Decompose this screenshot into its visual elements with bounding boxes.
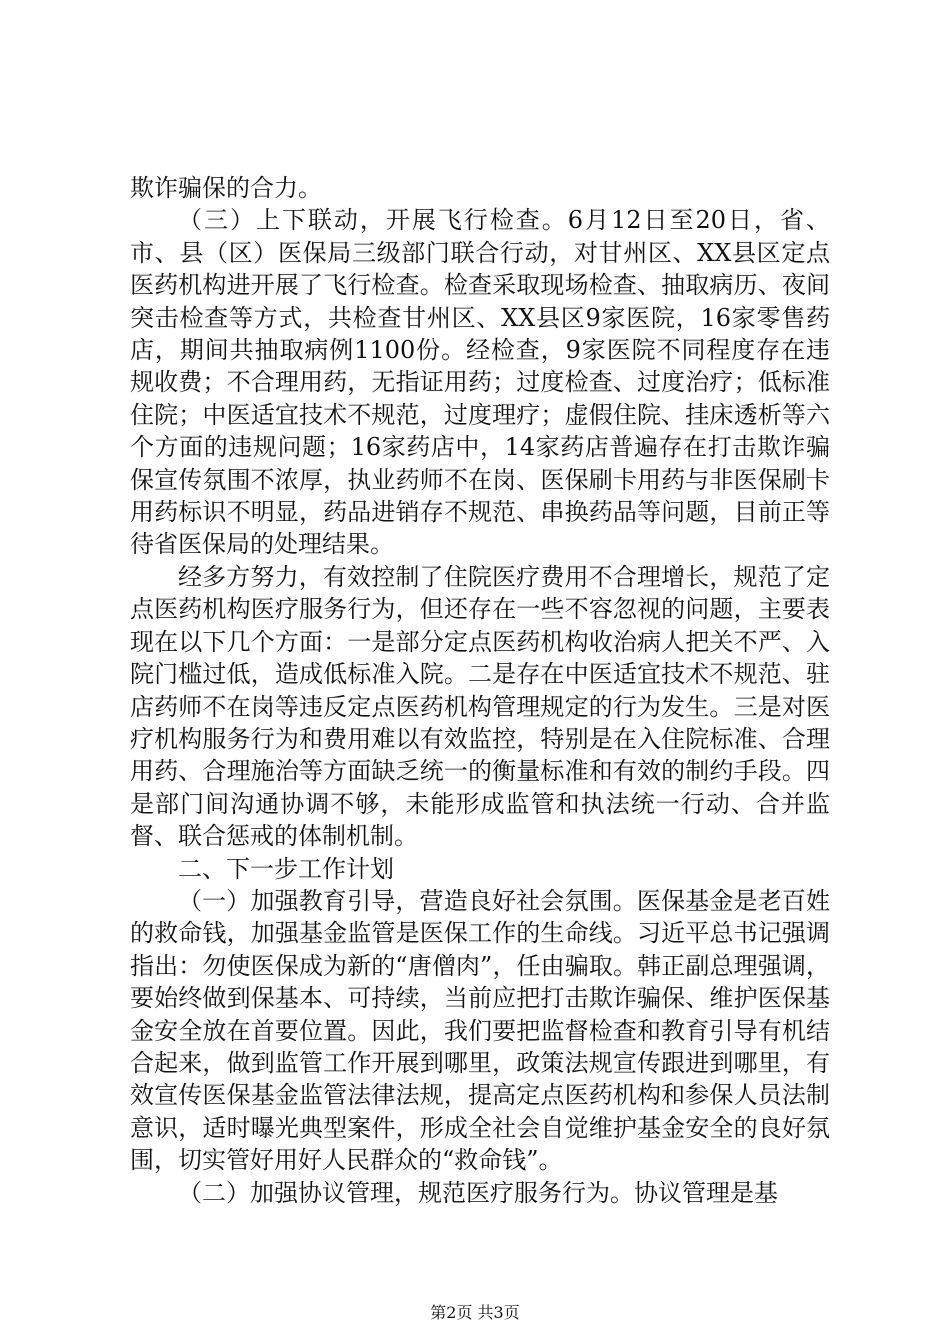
page-number: 第2页 共3页 [430,1303,520,1322]
section-heading-next-plan: 二、下一步工作计划 [178,854,394,883]
paragraph-problems: 经多方努力，有效控制了住院医疗费用不合理增长，规范了定点医药机构医疗服务行为，但还存在一些不容忽视的问题，主要表现在以下几个方面：一是部分定点医药机构收治病人把关不严、入院门槛过低，造成低标准入院。二是存在中医适宜技术不规范、驻店药师不在岗等违反定点医药机构管理规定的行为发生。三是对医疗机构服务行为和费用难以有效监控，特别是在入住院标准、合理用药、合理施治等方面缺乏统一的衡量标准和有效的制约手段。四是部门间沟通协调不够，未能形成监管和执法统一行动、合并监督、联合惩戒的体制机制。 [130,562,830,851]
paragraph-continuation: 欺诈骗保的合力。 [130,174,322,202]
paragraph-education: （一）加强教育引导，营造良好社会氛围。医保基金是老百姓的救命钱，加强基金监管是医保工作的生命线。习近平总书记强调指出：勿使医保成为新的“唐僧肉”，任由骗取。韩正副总理强调，要始终做到保基本、可持续，当前应把打击欺诈骗保、维护医保基金安全放在首要位置。因此，我们要把监督检查和教育引导有机结合起来，做到监管工作开展到哪里，政策法规宣传跟进到哪里，有效宣传医保基金监管法律法规，提高定点医药机构和参保人员法制意识，适时曝光典型案件，形成全社会自觉维护基金安全的良好氛围，切实管好用好人民群众的“救命钱”。 [130,886,830,1175]
document-body [130,172,830,1209]
paragraph-flight-inspection: （三）上下联动，开展飞行检查。6月12日至20日，省、市、县（区）医保局三级部门联合行动，对甘州区、XX县区定点医药机构进开展了飞行检查。检查采取现场检查、抽取病历、夜间突击检查等方式，共检查甘州区、XX县区9家医院，16家零售药店，期间共抽取病例1100份。经检查，9家医院不同程度存在违规收费；不合理用药，无指证用药；过度检查、过度治疗；低标准住院；中医适宜技术不规范，过度理疗；虚假住院、挂床透析等六个方面的违规问题；16家药店中，14家药店普遍存在打击欺诈骗保宣传氛围不浓厚，执业药师不在岗、医保刷卡用药与非医保刷卡用药标识不明显，药品进销存不规范、串换药品等问题，目前正等待省医保局的处理结果。 [130,206,830,559]
paragraph-agreement-management: （二）加强协议管理，规范医疗服务行为。协议管理是基 [178,1178,778,1207]
